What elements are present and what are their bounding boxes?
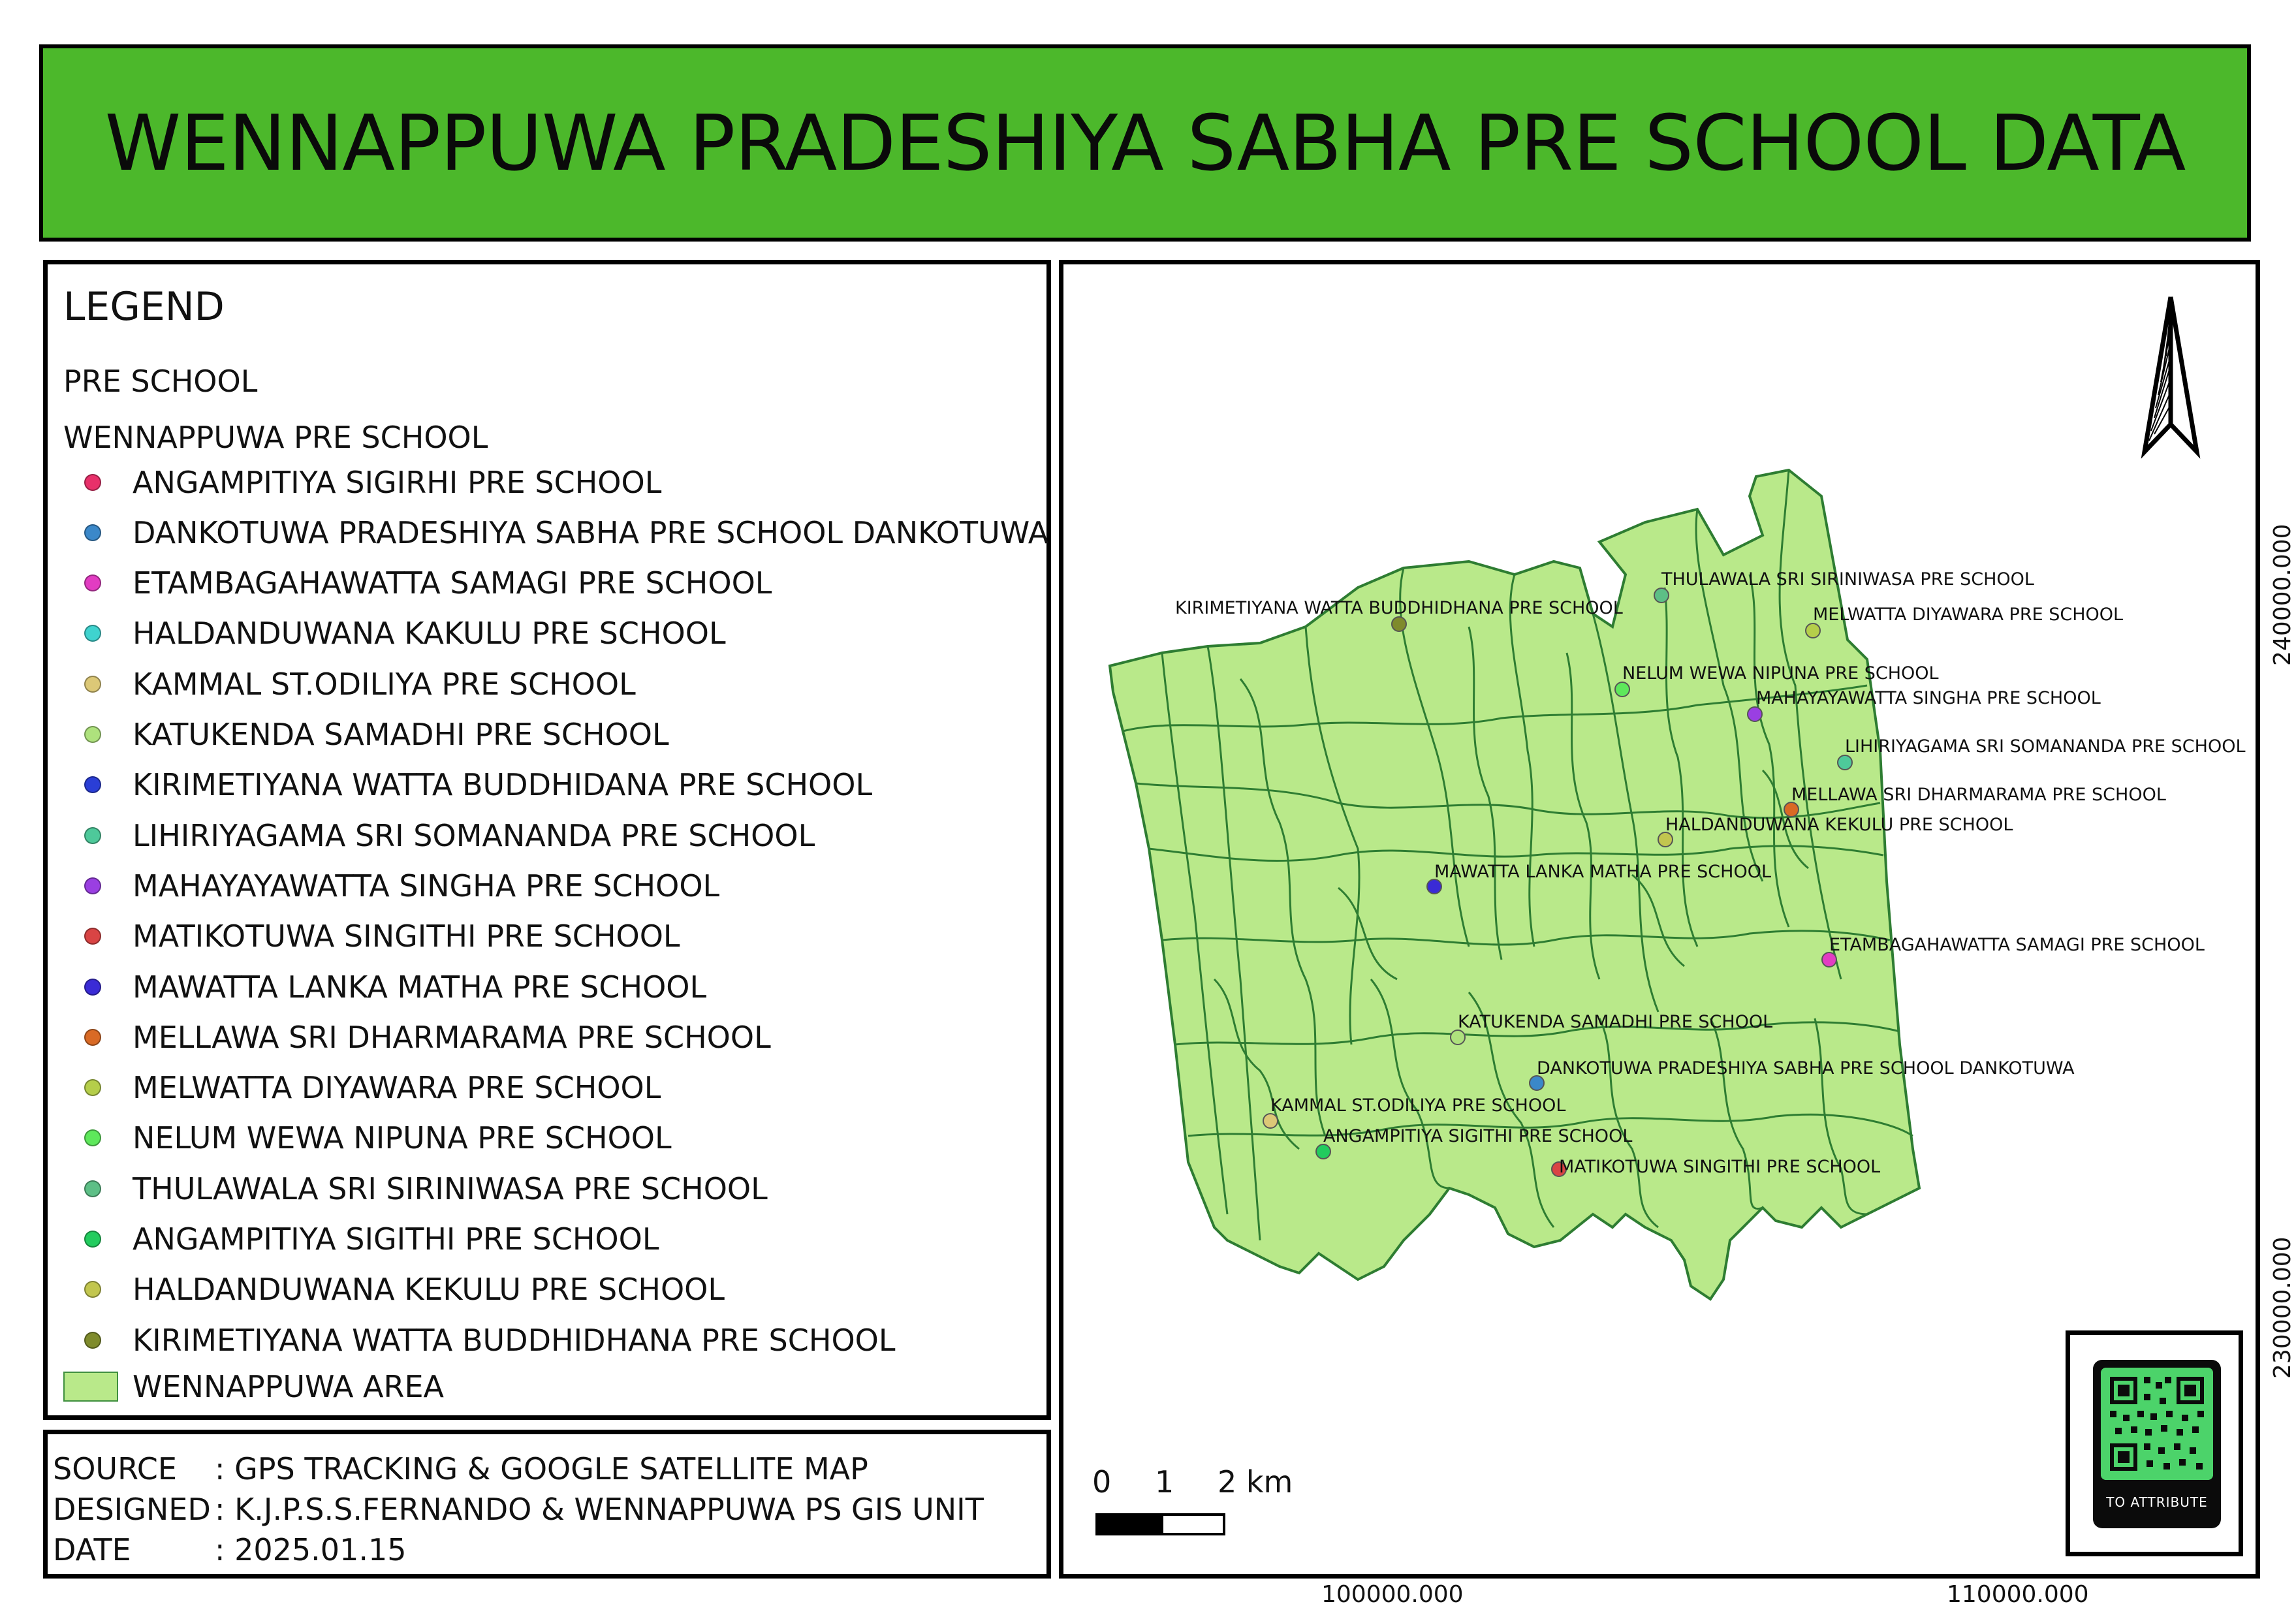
scale-label-2: 2 km xyxy=(1218,1464,1293,1500)
legend-marker-icon xyxy=(84,827,101,844)
legend-marker-icon xyxy=(84,726,101,743)
school-map-label: NELUM WEWA NIPUNA PRE SCHOOL xyxy=(1622,663,1939,684)
school-map-label: THULAWALA SRI SIRINIWASA PRE SCHOOL xyxy=(1661,569,2034,589)
legend-item-label: HALDANDUWANA KEKULU PRE SCHOOL xyxy=(133,1272,725,1308)
school-marker[interactable] xyxy=(1263,1114,1278,1128)
legend-item-label: ANGAMPITIYA SIGIRHI PRE SCHOOL xyxy=(133,464,662,500)
legend-marker-icon xyxy=(84,1332,101,1349)
school-map-label: KIRIMETIYANA WATTA BUDDHIDHANA PRE SCHOOL xyxy=(1175,598,1623,618)
legend-marker-icon xyxy=(84,1180,101,1197)
legend-item xyxy=(48,962,1046,1012)
legend-item xyxy=(48,1214,1046,1265)
legend-item xyxy=(48,1113,1046,1163)
legend-marker-icon xyxy=(84,574,101,591)
source-key: SOURCE xyxy=(53,1451,177,1486)
legend-group-label: PRE SCHOOL xyxy=(63,364,258,399)
legend-marker-icon xyxy=(84,1079,101,1096)
qr-caption: TO ATTRIBUTE xyxy=(2106,1494,2208,1510)
legend-item-label: KIRIMETIYANA WATTA BUDDHIDANA PRE SCHOOL xyxy=(133,767,873,803)
legend-layer-label: WENNAPPUWA PRE SCHOOL xyxy=(63,420,488,455)
school-map-label: KAMMAL ST.ODILIYA PRE SCHOOL xyxy=(1270,1095,1566,1116)
legend-item-label: WENNAPPUWA AREA xyxy=(133,1368,445,1404)
legend-item xyxy=(48,1063,1046,1113)
scale-bar xyxy=(1097,1515,1224,1534)
legend-item-label: NELUM WEWA NIPUNA PRE SCHOOL xyxy=(133,1120,672,1156)
coord-y-bottom: 230000.000 xyxy=(2269,1236,2296,1379)
school-map-label: DANKOTUWA PRADESHIYA SABHA PRE SCHOOL DANKOTUWA xyxy=(1537,1058,2075,1078)
legend-marker-icon xyxy=(84,1129,101,1146)
legend-item-label: MELWATTA DIYAWARA PRE SCHOOL xyxy=(133,1070,661,1106)
legend-heading: LEGEND xyxy=(63,284,225,330)
legend-item xyxy=(48,1315,1046,1365)
school-map-label: MELWATTA DIYAWARA PRE SCHOOL xyxy=(1813,605,2124,625)
map-title: WENNAPPUWA PRADESHIYA SABHA PRE SCHOOL DATA xyxy=(104,98,2186,188)
legend-item-label: ETAMBAGAHAWATTA SAMAGI PRE SCHOOL xyxy=(133,565,772,601)
coord-x-left: 100000.000 xyxy=(1321,1581,1464,1608)
legend-marker-icon xyxy=(84,877,101,894)
source-value: : GPS TRACKING & GOOGLE SATELLITE MAP xyxy=(215,1451,868,1486)
date-value: : 2025.01.15 xyxy=(215,1532,407,1567)
legend-marker-icon xyxy=(84,979,101,996)
legend-item xyxy=(48,659,1046,709)
legend-item xyxy=(48,558,1046,608)
school-marker[interactable] xyxy=(1451,1030,1465,1045)
legend-item-label: DANKOTUWA PRADESHIYA SABHA PRE SCHOOL DANKOTUWA xyxy=(133,514,1049,550)
legend-marker-icon xyxy=(84,474,101,491)
school-map-label: ETAMBAGAHAWATTA SAMAGI PRE SCHOOL xyxy=(1829,935,2205,955)
legend-marker-icon xyxy=(84,625,101,642)
coord-x-right: 110000.000 xyxy=(1947,1581,2089,1608)
legend-marker-icon xyxy=(84,1231,101,1248)
qr-card[interactable] xyxy=(2093,1360,2221,1528)
legend-item xyxy=(48,507,1049,558)
legend-item-label: KAMMAL ST.ODILIYA PRE SCHOOL xyxy=(133,666,636,702)
school-marker[interactable] xyxy=(1392,617,1406,631)
legend-item-label: KIRIMETIYANA WATTA BUDDHIDHANA PRE SCHOOL xyxy=(133,1322,896,1358)
legend-marker-icon xyxy=(84,1281,101,1298)
legend-item-label: MAWATTA LANKA MATHA PRE SCHOOL xyxy=(133,969,707,1005)
legend-item xyxy=(48,608,1046,659)
source-row xyxy=(53,1451,868,1486)
qr-code-icon xyxy=(2101,1368,2213,1480)
qr-frame xyxy=(2066,1330,2243,1556)
scale-label-0: 0 xyxy=(1092,1464,1112,1500)
legend-item xyxy=(48,911,1046,962)
school-marker[interactable] xyxy=(1838,755,1852,770)
designed-key: DESIGNED xyxy=(53,1492,211,1527)
legend-item xyxy=(48,810,1046,860)
area-swatch xyxy=(63,1372,118,1402)
legend-item xyxy=(48,1265,1046,1315)
legend-item-label: THULAWALA SRI SIRINIWASA PRE SCHOOL xyxy=(133,1171,768,1206)
scale-label-1: 1 xyxy=(1155,1464,1174,1500)
school-map-label: MAHAYAYAWATTA SINGHA PRE SCHOOL xyxy=(1756,688,2101,708)
title-banner xyxy=(39,44,2251,242)
info-panel xyxy=(43,1430,1051,1579)
legend-item-label: LIHIRIYAGAMA SRI SOMANANDA PRE SCHOOL xyxy=(133,817,815,853)
legend-item-label: MATIKOTUWA SINGITHI PRE SCHOOL xyxy=(133,919,680,954)
date-key: DATE xyxy=(53,1532,131,1567)
legend-panel xyxy=(43,260,1051,1420)
school-map-label: KATUKENDA SAMADHI PRE SCHOOL xyxy=(1458,1012,1773,1032)
designed-value: : K.J.P.S.S.FERNANDO & WENNAPPUWA PS GIS UNIT xyxy=(215,1492,984,1527)
school-marker[interactable] xyxy=(1748,707,1762,721)
legend-marker-icon xyxy=(84,928,101,945)
school-map-label: HALDANDUWANA KEKULU PRE SCHOOL xyxy=(1665,815,2013,835)
school-marker[interactable] xyxy=(1806,623,1820,638)
legend-item xyxy=(48,1163,1046,1214)
date-row xyxy=(53,1532,407,1567)
school-marker[interactable] xyxy=(1316,1144,1330,1159)
legend-item-label: MAHAYAYAWATTA SINGHA PRE SCHOOL xyxy=(133,868,720,904)
legend-marker-icon xyxy=(84,524,101,541)
school-map-label: MAWATTA LANKA MATHA PRE SCHOOL xyxy=(1434,862,1772,882)
coord-y-top: 240000.000 xyxy=(2269,524,2296,666)
legend-item xyxy=(48,760,1046,810)
designed-row xyxy=(53,1492,984,1527)
school-map-label: MELLAWA SRI DHARMARAMA PRE SCHOOL xyxy=(1791,785,2166,805)
legend-marker-icon xyxy=(84,676,101,693)
legend-item-label: KATUKENDA SAMADHI PRE SCHOOL xyxy=(133,717,669,752)
legend-item-area xyxy=(48,1361,1046,1411)
legend-marker-icon xyxy=(84,1029,101,1046)
legend-item-label: ANGAMPITIYA SIGITHI PRE SCHOOL xyxy=(133,1221,659,1257)
north-arrow-icon xyxy=(2145,297,2197,452)
school-map-label: MATIKOTUWA SINGITHI PRE SCHOOL xyxy=(1559,1157,1881,1177)
school-map-label: ANGAMPITIYA SIGITHI PRE SCHOOL xyxy=(1323,1126,1633,1146)
legend-item-label: MELLAWA SRI DHARMARAMA PRE SCHOOL xyxy=(133,1019,771,1055)
legend-item xyxy=(48,1012,1046,1062)
school-marker[interactable] xyxy=(1654,588,1669,603)
school-map-label: LIHIRIYAGAMA SRI SOMANANDA PRE SCHOOL xyxy=(1845,736,2246,757)
legend-item xyxy=(48,710,1046,760)
legend-item xyxy=(48,860,1046,911)
school-marker[interactable] xyxy=(1615,682,1629,697)
legend-marker-icon xyxy=(84,776,101,793)
legend-item-label: HALDANDUWANA KAKULU PRE SCHOOL xyxy=(133,616,726,652)
legend-item xyxy=(48,457,1046,507)
